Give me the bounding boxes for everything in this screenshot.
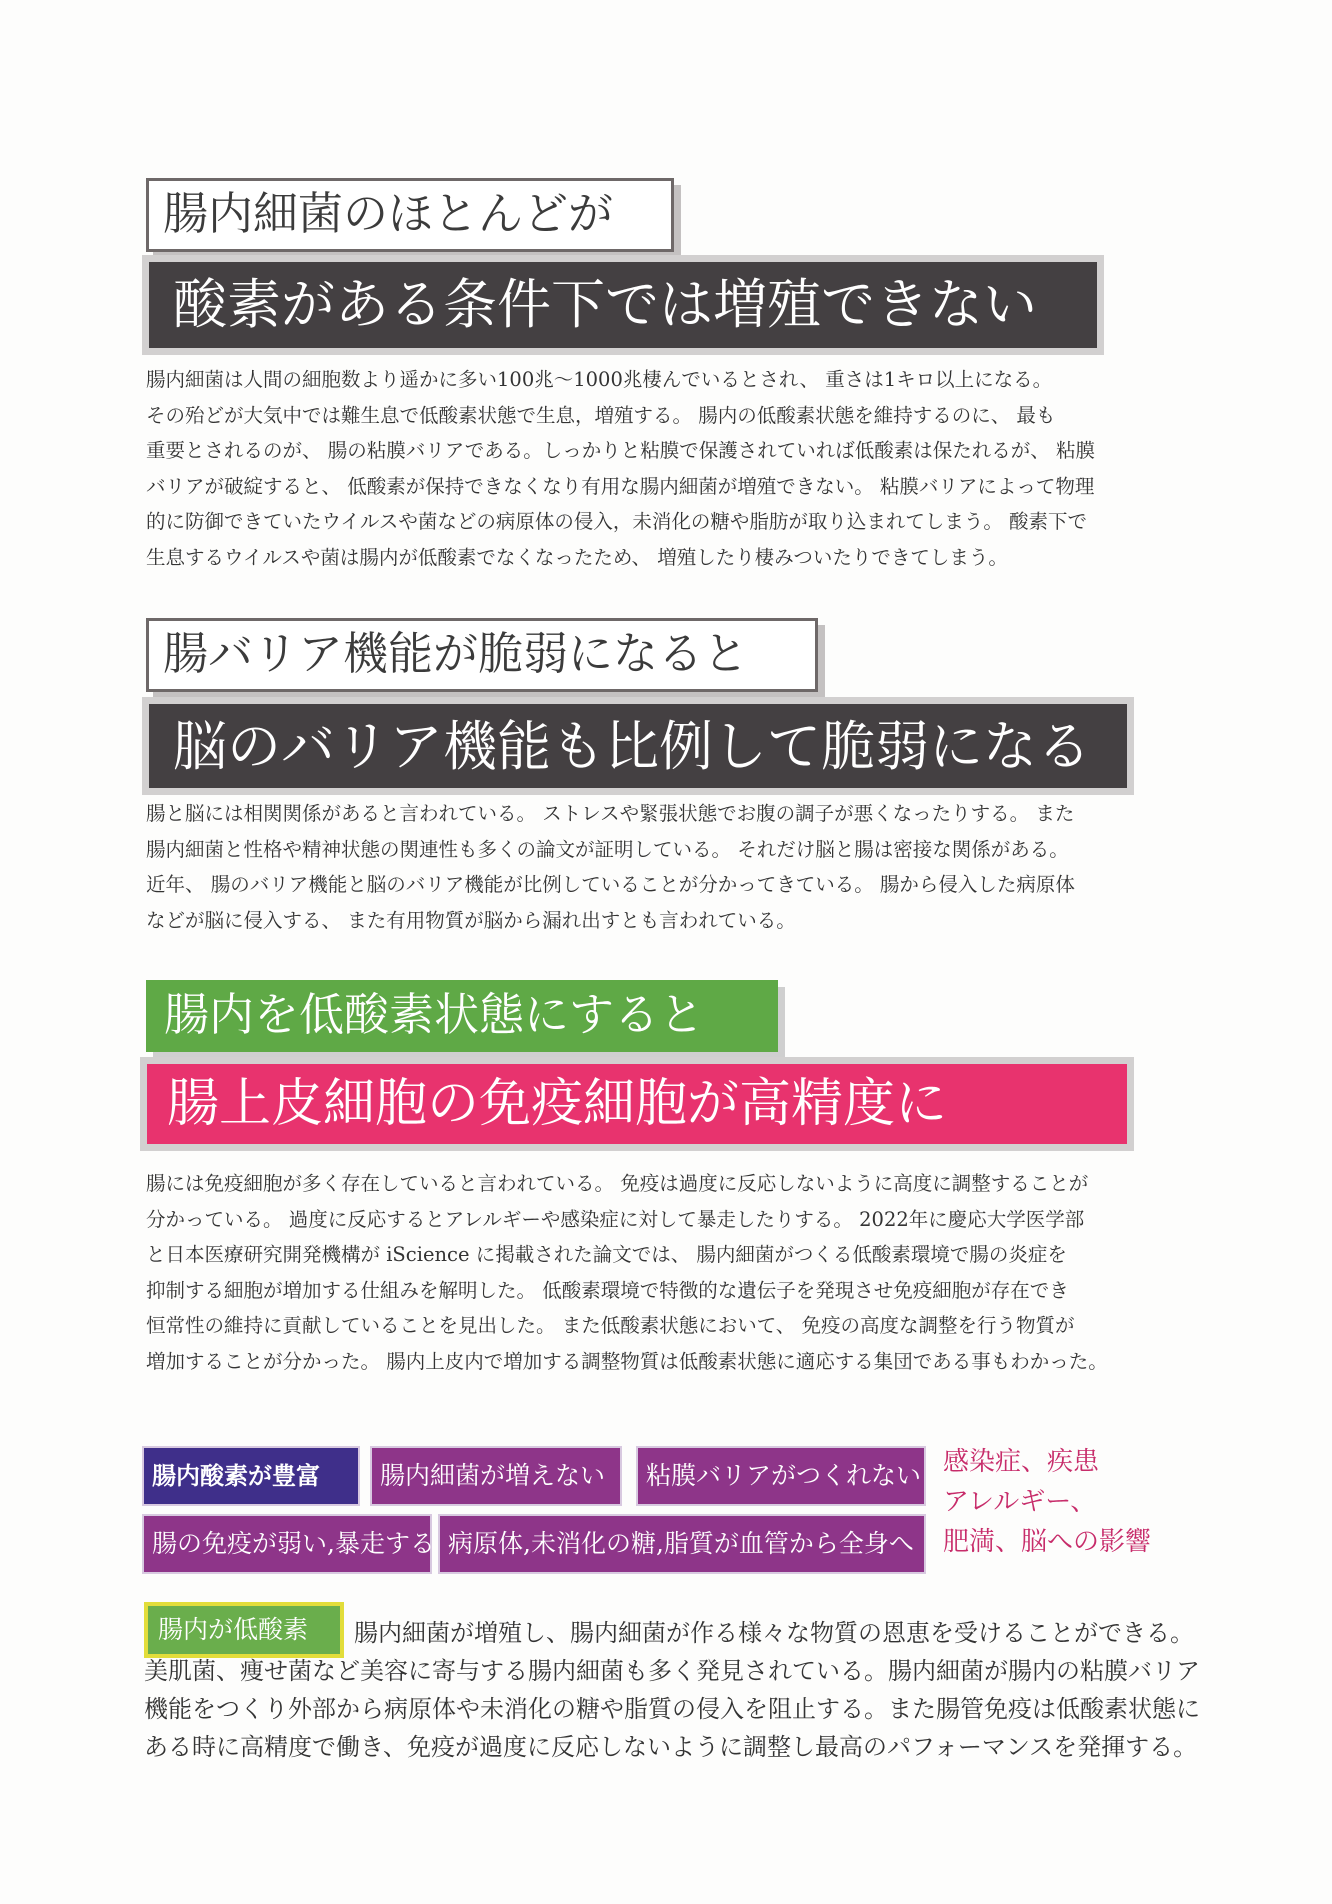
tag-no-mucosal-barrier: 粘膜バリアがつくれない [636,1446,926,1506]
effects-list [943,1442,1151,1562]
section1-body [146,362,1095,575]
section1-line: バリアが破綻すると、 低酸素が保持できなくなり有用な腸内細菌が増殖できない。 粘膜バリアによって物理 [146,474,1095,498]
section2-line: 腸内細菌と性格や精神状態の関連性も多くの論文が証明している。 それだけ脳と腸は密接な関係がある。 [146,837,1069,861]
closing-body [144,1614,1200,1766]
section3-heading: 腸上皮細胞の免疫細胞が高精度に [147,1064,1127,1144]
section3-body [146,1166,1108,1379]
low-oxygen-badge: 腸内が低酸素 [144,1602,344,1658]
tag-bacteria-not-increase: 腸内細菌が増えない [370,1446,622,1506]
section3-line: 増加することが分かった。 腸内上皮内で増加する調整物質は低酸素状態に適応する集団である事もわかった。 [146,1349,1108,1373]
section1-line: その殆どが大気中では難生息で低酸素状態で生息，増殖する。 腸内の低酸素状態を維持するのに、 最も [146,403,1056,427]
section2-line: 腸と脳には相関関係があると言われている。 ストレスや緊張状態でお腹の調子が悪くなったりする。 また [146,802,1075,825]
effect-item: 肥満、脳への影響 [943,1527,1152,1557]
section1-subheading: 腸内細菌のほとんどが [146,178,674,252]
effect-item: 感染症、疾患 [943,1447,1100,1477]
section1-heading: 酸素がある条件下では増殖できない [149,262,1097,348]
section1-line: 腸内細菌は人間の細胞数より遥かに多い100兆～1000兆棲んでいるとされ、 重さは1キロ以上になる。 [146,368,1053,391]
effect-item: アレルギー、 [943,1487,1097,1517]
tag-weak-immunity: 腸の免疫が弱い,暴走する [142,1514,432,1574]
closing-line: ある時に高精度で働き、免疫が過度に反応しないように調整し最高のパフォーマンスを発揮する。 [144,1733,1198,1761]
tag-oxygen-rich: 腸内酸素が豊富 [142,1446,360,1506]
section3-line: 分かっている。 過度に反応するとアレルギーや感染症に対して暴走したりする。 2022年に慶応大学医学部 [146,1207,1085,1231]
section2-line: などが脳に侵入する、 また有用物質が脳から漏れ出すとも言われている。 [146,908,796,932]
section1-line: 重要とされるのが、 腸の粘膜バリアである。しっかりと粘膜で保護されていれば低酸素は保たれるが、 粘膜 [146,439,1095,462]
section2-line: 近年、 腸のバリア機能と脳のバリア機能が比例していることが分かってきている。 腸から侵入した病原体 [146,873,1075,896]
closing-line: 機能をつくり外部から病原体や未消化の糖や脂質の侵入を阻止する。また腸管免疫は低酸素状態に [144,1695,1200,1723]
closing-line: 腸内細菌が増殖し、腸内細菌が作る様々な物質の恩恵を受けることができる。 [354,1619,1194,1647]
tag-pathogens-to-body: 病原体,未消化の糖,脂質が血管から全身へ [438,1514,926,1574]
section3-line: 腸には免疫細胞が多く存在していると言われている。 免疫は過度に反応しないように高度に調整することが [146,1172,1089,1195]
closing-line: 美肌菌、痩せ菌など美容に寄与する腸内細菌も多く発見されている。腸内細菌が腸内の粘膜バリア [144,1657,1200,1685]
section3-line: 抑制する細胞が増加する仕組みを解明した。 低酸素環境で特徴的な遺伝子を発現させ免疫細胞が存在でき [146,1278,1069,1302]
section3-line: 恒常性の維持に貢献していることを見出した。 また低酸素状態において、 免疫の高度な調整を行う物質が [146,1314,1075,1337]
section1-line: 的に防御できていたウイルスや菌などの病原体の侵入，未消化の糖や脂肪が取り込まれてしまう。 酸素下で [146,510,1088,533]
section3-subheading: 腸内を低酸素状態にすると [146,980,778,1052]
section2-body [146,796,1075,938]
section2-subheading: 腸バリア機能が脆弱になると [146,618,818,692]
section1-line: 生息するウイルスや菌は腸内が低酸素でなくなったため、 増殖したり棲みついたりできてしまう。 [146,545,1008,569]
section2-heading: 脳のバリア機能も比例して脆弱になる [149,704,1127,788]
section3-line: と日本医療研究開発機構が iScience に掲載された論文では、 腸内細菌がつくる低酸素環境で腸の炎症を [146,1243,1067,1266]
